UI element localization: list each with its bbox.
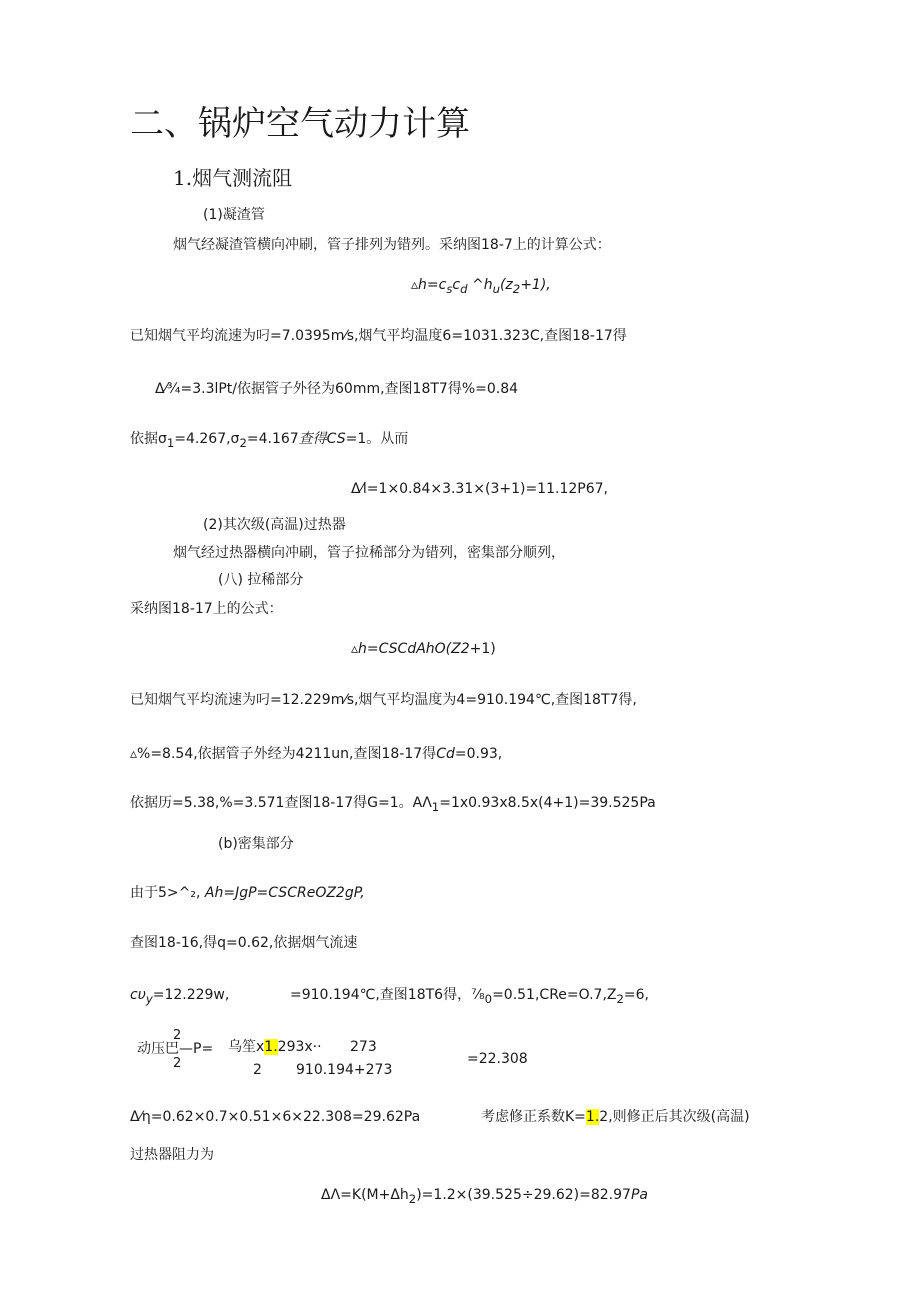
paragraph-velocity-left: $c\upsilon_y=12.229w$, [130, 987, 230, 1006]
paragraph-correction-factor: 考虑修正系数K=1.2,则修正后其次级(高温) [481, 1109, 750, 1125]
dynamic-pressure-frac-bottom: 2 [173, 1056, 182, 1071]
dynamic-pressure-result: =22.308 [467, 1051, 528, 1067]
paragraph-known-velocity-2: 已知烟气平均流速为叼=12.229m⁄s,烟气平均温度为4=910.194℃,查图18T7得, [130, 692, 637, 708]
dynamic-pressure-denominator: 910.194+273 [296, 1062, 393, 1078]
paragraph-superheater-intro: 烟气经过热器横向冲刷，管子拉稀部分为错列，密集部分顺列， [173, 545, 565, 561]
dynamic-pressure-denominator-2: 2 [253, 1062, 262, 1078]
paragraph-sparse-result: 依据历=5.38,%=3.571查图18-17得G=1。$A\Lambda_1=1x0.93x8.5x(4+1)=39.525Pa$ [130, 795, 656, 814]
dynamic-pressure-expression: 乌笙x1.293x·· [228, 1039, 322, 1055]
paragraph-superheater-resistance: 过热器阻力为 [130, 1147, 214, 1163]
subheading-sparse-part: (八) 拉稀部分 [218, 572, 304, 588]
paragraph-formula-ref: 采纳图18-17上的公式： [130, 601, 283, 617]
dynamic-pressure-273: 273 [350, 1039, 377, 1055]
formula-dense-result: Δ⁄η=0.62×0.7×0.51×6×22.308=29.62Pa [130, 1109, 421, 1125]
formula-resistance-1: $▵h=c_sc_d$ $\^{}h_u(z_2+1)$, [411, 277, 551, 296]
subheading-dense-part: (b)密集部分 [218, 836, 294, 852]
paragraph-outer-diameter: ▵%=8.54,依据管子外经为4211un,查图18-17得Cd=0.93, [130, 746, 503, 762]
formula-result-1: Δ⁄l=1×0.84×3.31×(3+1)=11.12P67, [351, 481, 608, 497]
page-title: 二、锅炉空气动力计算 [130, 104, 470, 144]
dynamic-pressure-frac-top: 2 [173, 1028, 182, 1043]
paragraph-slag-screen-intro: 烟气经凝渣管横向冲刷，管子排列为错列。采纳图18-7上的计算公式： [173, 237, 611, 253]
section-heading-flue-gas: 1.烟气测流阻 [173, 166, 293, 190]
paragraph-dynamic-pressure-1: Δ⁄¾=3.3lPt/依据管子外径为60mm,查图18T7得%=0.84 [155, 381, 519, 397]
subheading-superheater: (2)其次级(高温)过热器 [203, 517, 346, 533]
paragraph-sigma-values: 依据$\sigma_1=4.267,\sigma_2=4.167$查得CS=1。从而 [130, 431, 409, 450]
paragraph-velocity-right: =910.194℃,查图18T6得，$\frac{7}{8}_0=0.51,CRe=O.7,Z_2=6$, [290, 987, 649, 1006]
paragraph-known-velocity-1: 已知烟气平均流速为叼=7.0395m⁄s,烟气平均温度6=1031.323C,查图18-17得 [130, 328, 627, 344]
subheading-slag-screen: (1)凝渣管 [203, 207, 265, 223]
paragraph-chart-lookup: 查图18-16,得q=0.62,依据烟气流速 [130, 935, 358, 951]
formula-total-resistance: $\Delta\Lambda=K(M+\Delta h_2)=1.2\times(39.525\div 29.62)=82.97Pa$ [321, 1187, 648, 1206]
formula-resistance-2: ▵h=CSCdAhO(Z2+1) [351, 641, 496, 657]
dynamic-pressure-label: 动压巴—P= [137, 1041, 214, 1057]
paragraph-dense-formula: 由于5>^₂, Ah=JgP=CSCReOZ2gP, [130, 885, 365, 901]
